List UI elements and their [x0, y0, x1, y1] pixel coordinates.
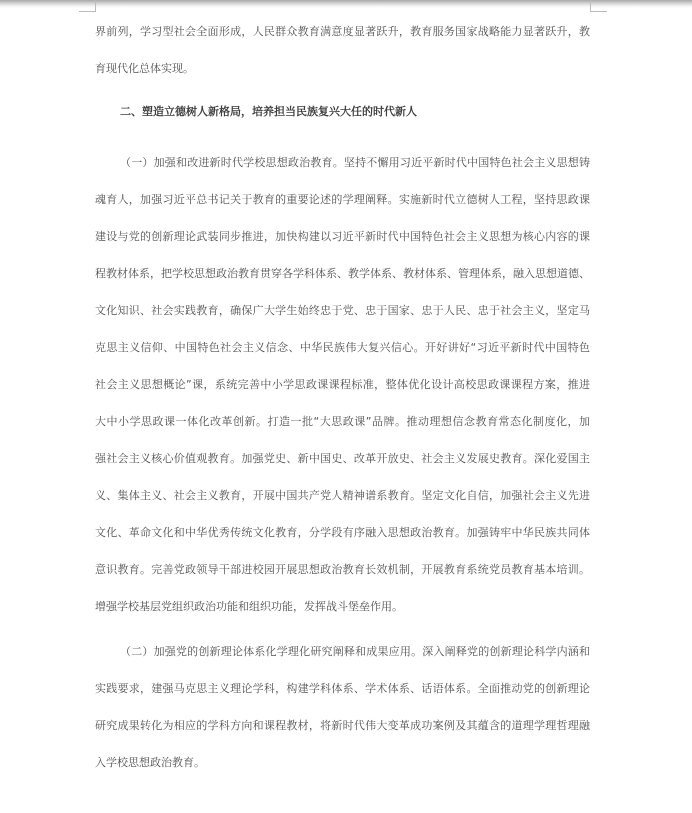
text-line: 社会主义思想概论”课，系统完善中小学思政课课程标准，整体优化设计高校思政课课程方案，推进: [95, 378, 590, 391]
text-line: （一）加强和改进新时代学校思想政治教育。坚持不懈用习近平新时代中国特色社会主义思想铸: [120, 156, 590, 169]
page-top-shadow: [0, 0, 692, 8]
text-line: 魂育人，加强习近平总书记关于教育的重要论述的学理阐释。实施新时代立德树人工程，坚持思政课: [95, 193, 590, 206]
text-line: （二）加强党的创新理论体系化学理化研究阐释和成果应用。深入阐释党的创新理论科学内涵和: [120, 645, 590, 658]
text-line: 入学校思想政治教育。: [95, 756, 205, 769]
text-line: 实践要求，建强马克思主义理论学科，构建学科体系、学术体系、话语体系。全面推动党的创新理论: [95, 682, 590, 695]
text-line: 界前列，学习型社会全面形成，人民群众教育满意度显著跃升，教育服务国家战略能力显著跃升，教: [95, 25, 590, 38]
text-line: 文化知识、社会实践教育，确保广大学生始终忠于党、忠于国家、忠于人民、忠于社会主义，坚定马: [95, 304, 590, 317]
paragraph: [95, 633, 590, 781]
paragraph: [95, 13, 590, 87]
text-line: 增强学校基层党组织政治功能和组织功能，发挥战斗堡垒作用。: [95, 600, 403, 613]
text-line: 建设与党的创新理论武装同步推进，加快构建以习近平新时代中国特色社会主义思想为核心内容的课: [95, 230, 590, 243]
text-line: 强社会主义核心价值观教育。加强党史、新中国史、改革开放史、社会主义发展史教育。深化爱国主: [95, 452, 590, 465]
text-line: 义、集体主义、社会主义教育，开展中国共产党人精神谱系教育。坚定文化自信，加强社会主义先进: [95, 489, 590, 502]
text-line: 研究成果转化为相应的学科方向和课程教材，将新时代伟大变革成功案例及其蕴含的道理学理哲理融: [95, 719, 590, 732]
section-heading: [95, 93, 590, 130]
document-page[interactable]: [95, 13, 590, 781]
text-line: 育现代化总体实现。: [95, 62, 194, 75]
text-boundary-mark-right-icon: [590, 0, 607, 12]
text-line: 意识教育。完善党政领导干部进校园开展思想政治教育长效机制，开展教育系统党员教育基本培训。: [95, 563, 590, 576]
text-line: 克思主义信仰、中国特色社会主义信念、中华民族伟大复兴信心。开好讲好“习近平新时代中国特色: [95, 341, 590, 354]
text-boundary-mark-left-icon: [79, 0, 96, 12]
text-line: 文化、革命文化和中华优秀传统文化教育，分学段有序融入思想政治教育。加强铸牢中华民族共同体: [95, 526, 590, 539]
text-line: 大中小学思政课一体化改革创新。打造一批“大思政课”品牌。推动理想信念教育常态化制度化，加: [95, 415, 590, 428]
paragraph: [95, 144, 590, 625]
text-line: 二、塑造立德树人新格局，培养担当民族复兴大任的时代新人: [120, 105, 417, 118]
text-line: 程教材体系，把学校思想政治教育贯穿各学科体系、教学体系、教材体系、管理体系，融入思想道德、: [95, 267, 590, 280]
